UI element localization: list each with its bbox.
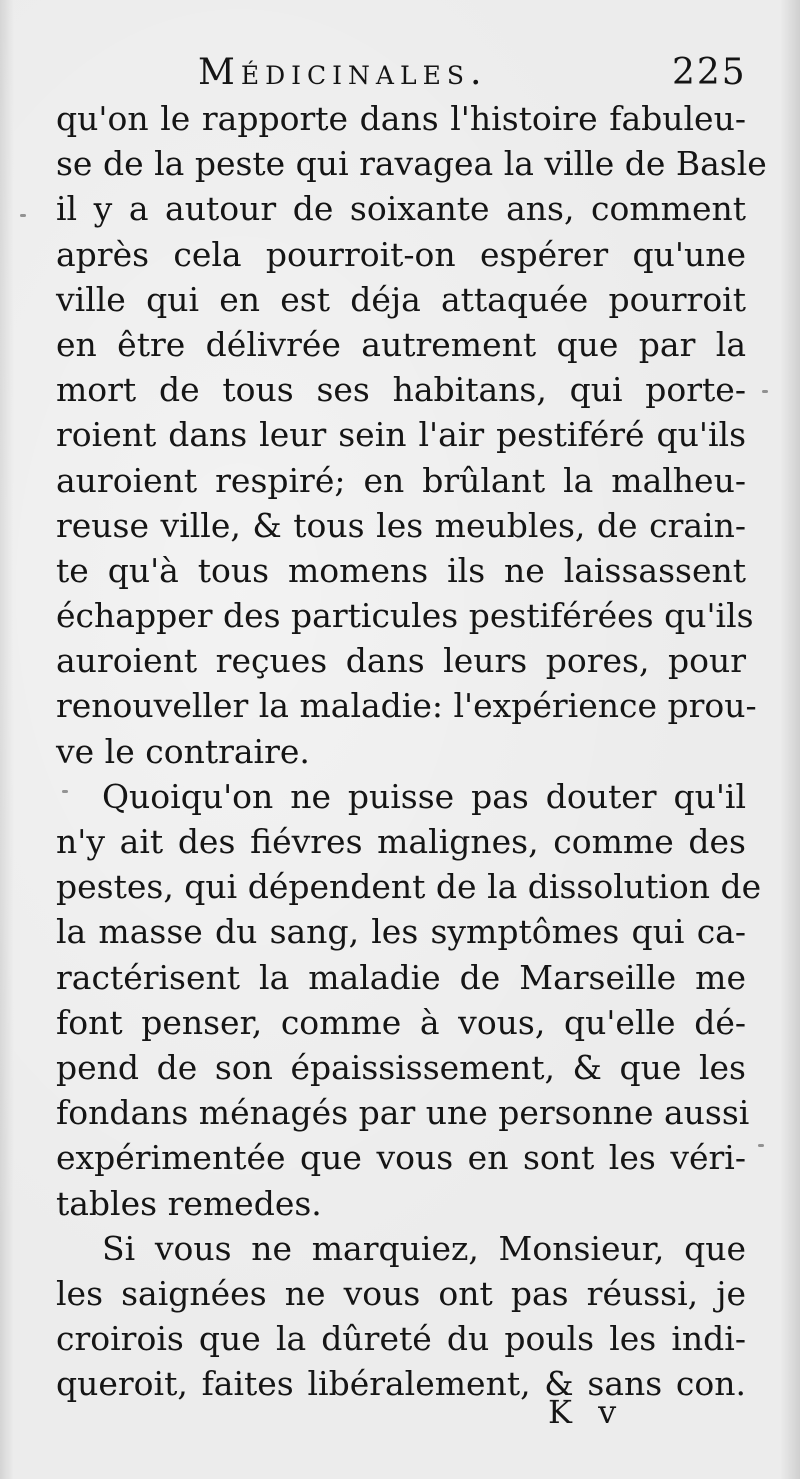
text-line: roient dans leur sein l'air pestiféré qu'ils: [56, 415, 746, 455]
text-line: pestes, qui dépendent de la dissolution de: [56, 867, 762, 907]
text-line: ractérisent la maladie de Marseille me: [56, 957, 746, 997]
text-line: auroient respiré; en brûlant la malheu-: [56, 460, 746, 500]
text-line: pend de son épaississement, & que les: [56, 1047, 746, 1087]
text-line: ve le contraire.: [56, 731, 310, 771]
running-head: [0, 50, 800, 96]
text-line: reuse ville, & tous les meubles, de crain-: [56, 505, 746, 545]
ink-speck: [762, 390, 768, 393]
running-title: Médicinales.: [198, 52, 488, 93]
text-line: font penser, comme à vous, qu'elle dé-: [56, 1002, 746, 1042]
text-line: renouveller la maladie: l'expérience prou-: [56, 686, 757, 726]
ink-speck: [758, 1144, 764, 1147]
page-number: 225: [672, 52, 747, 93]
text-line: mort de tous ses habitans, qui porte-: [56, 370, 746, 410]
text-line: ville qui en est déja attaquée pourroit: [56, 279, 746, 319]
text-line: expérimentée que vous en sont les véri-: [56, 1138, 746, 1178]
text-line: n'y ait des fiévres malignes, comme des: [56, 822, 746, 861]
text-line: croirois que la dûreté du pouls les indi-: [56, 1319, 746, 1359]
paragraph-2: [56, 774, 762, 1226]
text-line: Si vous ne marquiez, Monsieur, que: [102, 1228, 746, 1268]
text-line: fondans ménagés par une personne aussi: [56, 1093, 750, 1133]
text-line: les saignées ne vous ont pas réussi, je: [56, 1273, 746, 1313]
text-line: il y a autour de soixante ans, comment: [56, 189, 746, 229]
text-line: Quoiqu'on ne puisse pas douter qu'il: [102, 776, 746, 816]
signature-mark: K v: [548, 1393, 625, 1431]
ink-speck: [20, 214, 26, 217]
text-line: échapper des particules pestiférées qu'ils: [56, 596, 754, 636]
text-line: après cela pourroit-on espérer qu'une: [56, 234, 746, 274]
text-line: se de la peste qui ravagea la ville de Basle: [56, 144, 767, 184]
text-line: tables remedes.: [56, 1183, 322, 1223]
text-line: queroit, faites libéralement, & sans con.: [56, 1364, 746, 1404]
text-line: en être délivrée autrement que par la: [56, 324, 746, 364]
text-line: qu'on le rapporte dans l'histoire fabuleu-: [56, 99, 746, 138]
text-line: te qu'à tous momens ils ne laissassent: [56, 550, 746, 590]
ink-speck: [62, 790, 68, 793]
text-line: auroient reçues dans leurs pores, pour: [56, 641, 746, 681]
paragraph-3: [56, 1226, 746, 1407]
paragraph-1: [56, 96, 767, 774]
text-line: la masse du sang, les symptômes qui ca-: [56, 912, 746, 952]
body-text: [56, 96, 767, 1406]
